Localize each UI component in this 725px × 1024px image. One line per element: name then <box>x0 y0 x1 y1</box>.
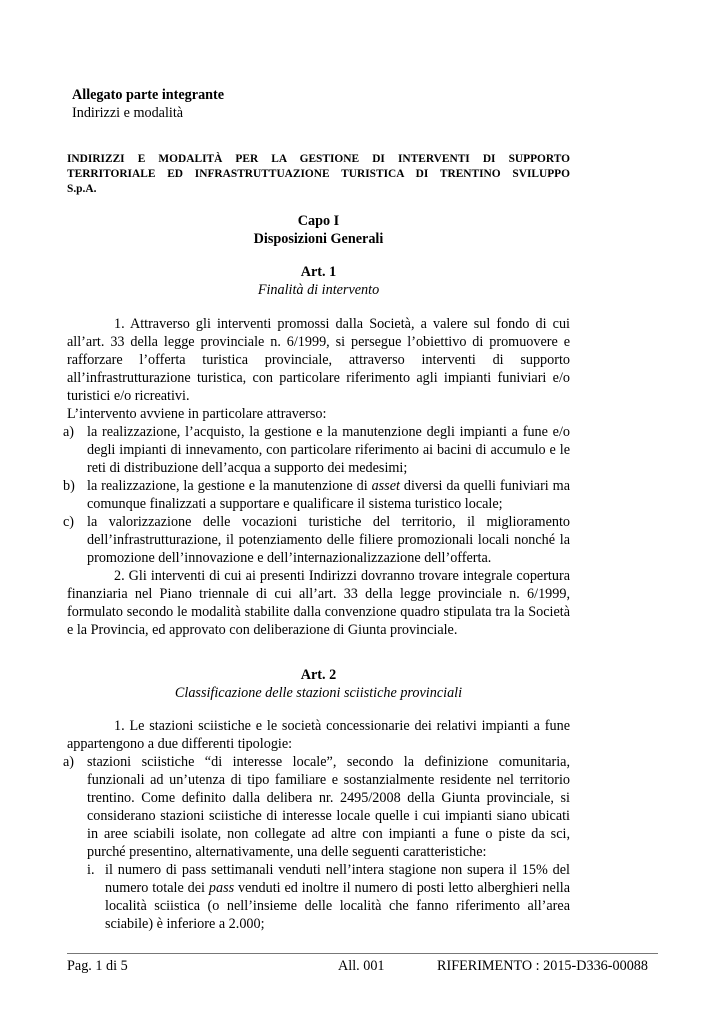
article-1-subtitle: Finalità di intervento <box>257 282 380 298</box>
sub-list-item-text <box>105 862 570 932</box>
list-marker: b) <box>63 478 75 494</box>
article-2-heading <box>67 666 570 702</box>
title-line-3: S.p.A. <box>67 183 97 195</box>
attachment-label: Allegato parte integrante <box>72 87 225 103</box>
footer-divider <box>67 953 658 954</box>
footer-reference: RIFERIMENTO : 2015-D336-00088 <box>437 958 648 974</box>
list-marker: a) <box>63 424 75 440</box>
list-item-text-after: diversi da quelli funiviari ma comunque finalizzati a supportare e qualificare il sistema turistico locale; <box>87 478 570 512</box>
footer-attachment-number: All. 001 <box>338 958 385 974</box>
list-item-text: la realizzazione, l’acquisto, la gestione e la manutenzione degli impianti a fune e/o degli impianti di innevamento, con particolare riferimento ai bacini di accumulo e le reti di distribuzione dell’acqua a supporto dei medesimi; <box>87 424 570 476</box>
article-1-body <box>63 315 570 567</box>
sub-item-text-emphasis: pass <box>208 880 235 896</box>
sub-item-text-before: il numero di pass settimanali venduti nell’intera stagione non supera il 15% del numero totale dei <box>105 862 570 896</box>
list-item-text: stazioni sciistiche “di interesse locale”, secondo la definizione comunitaria, funzionali ad un’utenza di tipo familiare e sostanzialmente residente nel territorio trentino. Come definito dalla delibera nr. 2495/2008 della Giunta provinciale, si considerano stazioni sciistiche di interesse locale quelle i cui impianti siano ubicati in aree sciabili isolate, non collegate ad altre con impianti a fune o piste da sci, purché presentino, alternativamente, una delle seguenti caratteristiche: <box>87 754 570 860</box>
sub-list-marker: i. <box>87 862 95 878</box>
title-line-2: TERRITORIALE ED INFRASTRUTTUAZIONE TURISTICA DI TRENTINO SVILUPPO <box>67 168 570 180</box>
list-item-b <box>63 477 570 513</box>
article-2-body <box>63 717 570 933</box>
article-1-title: Art. 1 <box>300 264 337 280</box>
chapter-subtitle: Disposizioni Generali <box>253 231 384 247</box>
sub-list-item-i <box>67 861 570 933</box>
article-2-paragraph-1: 1. Le stazioni sciistiche e le società concessionarie dei relativi impianti a fune appartengono a due differenti tipologie: <box>67 718 570 752</box>
chapter-heading <box>67 212 570 248</box>
article-1-heading <box>67 263 570 299</box>
article-1-paragraph-2: L’intervento avviene in particolare attraverso: <box>67 406 327 422</box>
list-item-text-before: la realizzazione, la gestione e la manutenzione di <box>87 478 372 494</box>
sub-item-text-after: venduti ed inoltre il numero di posti letto alberghieri nella località sciistica (o nell’insieme delle località che fanno riferimento all’area sciabile) è inferiore a 2.000; <box>105 880 570 932</box>
article-2-subtitle: Classificazione delle stazioni sciistiche provinciali <box>174 685 463 701</box>
article-1-paragraph-1: 1. Attraverso gli interventi promossi dalla Società, a valere sul fondo di cui all’art. 33 della legge provinciale n. 6/1999, si persegue l’obiettivo di promuovere e rafforzare l’offerta turistica provinciale, attraverso interventi di supporto all’infrastrutturazione turistica, con particolare riferimento agli impianti funiviari e/o turistici e/o ricreativi. <box>67 316 570 404</box>
list-item-text <box>87 478 570 512</box>
article-2-title: Art. 2 <box>300 667 337 683</box>
article-1-paragraph-3-block <box>67 567 570 639</box>
article-1-paragraph-3: 2. Gli interventi di cui ai presenti Indirizzi dovranno trovare integrale copertura finanziaria nel Piano triennale di cui all’art. 33 della legge provinciale n. 6/1999, formulato secondo le modalità stabilite dalla convenzione quadro stipulata tra la Società e la Provincia, ed approvato con deliberazione di Giunta provinciale. <box>67 568 570 638</box>
list-item-c <box>63 513 570 567</box>
list-marker: a) <box>63 754 75 770</box>
footer-page-number: Pag. 1 di 5 <box>67 958 128 974</box>
list-item-text: la valorizzazione delle vocazioni turistiche del territorio, il miglioramento dell’infrastrutturazione, il potenziamento delle filiere promozionali locali nonché la promozione dell’innovazione e dell’internazionalizzazione dell’offerta. <box>87 514 570 566</box>
document-title <box>67 152 570 197</box>
list-item-a <box>63 753 570 861</box>
chapter-title: Capo I <box>297 213 340 229</box>
attachment-subtitle: Indirizzi e modalità <box>72 105 184 121</box>
attachment-header <box>72 86 224 122</box>
list-marker: c) <box>63 514 75 530</box>
title-line-1: INDIRIZZI E MODALITÀ PER LA GESTIONE DI INTERVENTI DI SUPPORTO <box>67 153 570 165</box>
list-item-text-emphasis: asset <box>371 478 400 494</box>
list-item-a <box>63 423 570 477</box>
